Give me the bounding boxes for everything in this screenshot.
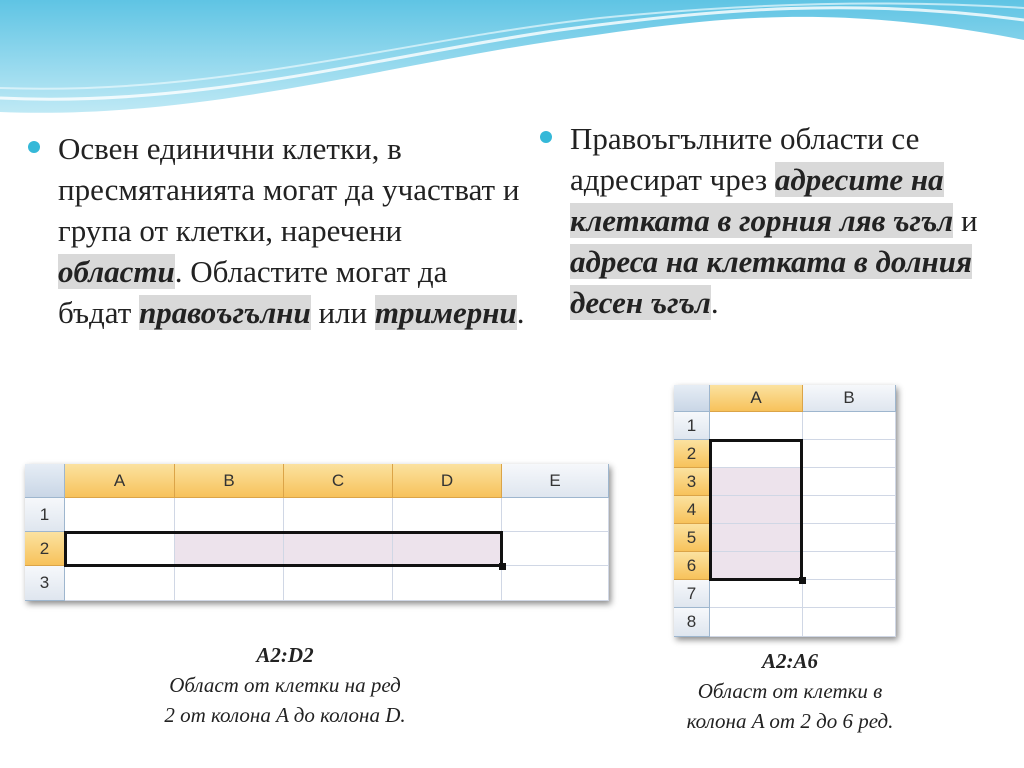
row-header-4: 4 bbox=[674, 496, 710, 524]
cell bbox=[393, 498, 502, 532]
caption-line: колона A от 2 до 6 ред. bbox=[686, 709, 894, 733]
bullet-dot-icon bbox=[540, 131, 552, 143]
cell bbox=[393, 566, 502, 601]
caption-reference: A2:D2 bbox=[256, 643, 314, 667]
cell bbox=[803, 580, 896, 608]
select-all-corner bbox=[25, 464, 65, 498]
column-header-b: B bbox=[175, 464, 284, 498]
cell bbox=[803, 412, 896, 440]
cell bbox=[284, 498, 393, 532]
text-span: или bbox=[310, 295, 375, 330]
cell bbox=[803, 608, 896, 637]
caption-line: 2 от колона A до колона D. bbox=[164, 703, 406, 727]
column-header-e: E bbox=[502, 464, 609, 498]
row-header-1: 1 bbox=[674, 412, 710, 440]
row-header-5: 5 bbox=[674, 524, 710, 552]
row-header-3: 3 bbox=[25, 566, 65, 601]
column-header-a: A bbox=[65, 464, 175, 498]
text-span: . Областите могат да бъдат bbox=[58, 254, 448, 330]
bullet-dot-icon bbox=[28, 141, 40, 153]
spreadsheet-column-range bbox=[674, 385, 896, 637]
selection-range-border bbox=[709, 439, 803, 581]
cell bbox=[65, 566, 175, 601]
row-header-8: 8 bbox=[674, 608, 710, 637]
cell bbox=[803, 552, 896, 580]
spreadsheet-row-range bbox=[25, 464, 609, 601]
left-bullet-text bbox=[58, 128, 528, 333]
fill-handle bbox=[799, 577, 806, 584]
header-wave-decoration bbox=[0, 0, 1024, 130]
cell bbox=[65, 498, 175, 532]
text-span: . bbox=[516, 295, 525, 330]
caption-reference: A2:A6 bbox=[761, 649, 818, 673]
emphasis-bottom-right-address: адреса на клетката в долния десен ъгъл bbox=[570, 244, 972, 320]
cell bbox=[803, 496, 896, 524]
fill-handle bbox=[499, 563, 506, 570]
text-span: Правоъгълните области се адресират чрез bbox=[570, 121, 920, 197]
row-header-2: 2 bbox=[25, 532, 65, 566]
caption-line: Област от клетки на ред bbox=[169, 673, 401, 697]
cell bbox=[175, 498, 284, 532]
cell bbox=[710, 580, 803, 608]
column-header-a: A bbox=[710, 385, 803, 412]
emphasis-oblasti: области bbox=[58, 254, 175, 289]
text-span: и bbox=[953, 203, 978, 238]
row-header-7: 7 bbox=[674, 580, 710, 608]
cell bbox=[710, 412, 803, 440]
row-header-1: 1 bbox=[25, 498, 65, 532]
caption-line: Област от клетки в bbox=[697, 679, 883, 703]
row-header-6: 6 bbox=[674, 552, 710, 580]
cell bbox=[710, 608, 803, 637]
caption-column-range bbox=[620, 646, 960, 736]
emphasis-top-left-address: адресите на клетката в горния ляв ъгъл bbox=[570, 162, 954, 238]
cell bbox=[175, 566, 284, 601]
column-header-c: C bbox=[284, 464, 393, 498]
text-span: . bbox=[710, 285, 719, 320]
cell bbox=[502, 498, 609, 532]
cell bbox=[284, 566, 393, 601]
column-header-d: D bbox=[393, 464, 502, 498]
emphasis-trimerni: тримерни bbox=[374, 295, 517, 330]
cell bbox=[502, 566, 609, 601]
cell bbox=[803, 524, 896, 552]
caption-row-range bbox=[100, 640, 470, 730]
column-header-b: B bbox=[803, 385, 896, 412]
right-bullet-text bbox=[570, 118, 1000, 323]
row-header-3: 3 bbox=[674, 468, 710, 496]
cell bbox=[803, 468, 896, 496]
emphasis-pravoagalni: правоъгълни bbox=[139, 295, 311, 330]
text-span: Освен единични клетки, в пресмятанията могат да участват и група от клетки, наречени bbox=[58, 131, 520, 248]
cell bbox=[803, 440, 896, 468]
cell bbox=[502, 532, 609, 566]
row-header-2: 2 bbox=[674, 440, 710, 468]
select-all-corner bbox=[674, 385, 710, 412]
selection-range-border bbox=[64, 531, 503, 567]
